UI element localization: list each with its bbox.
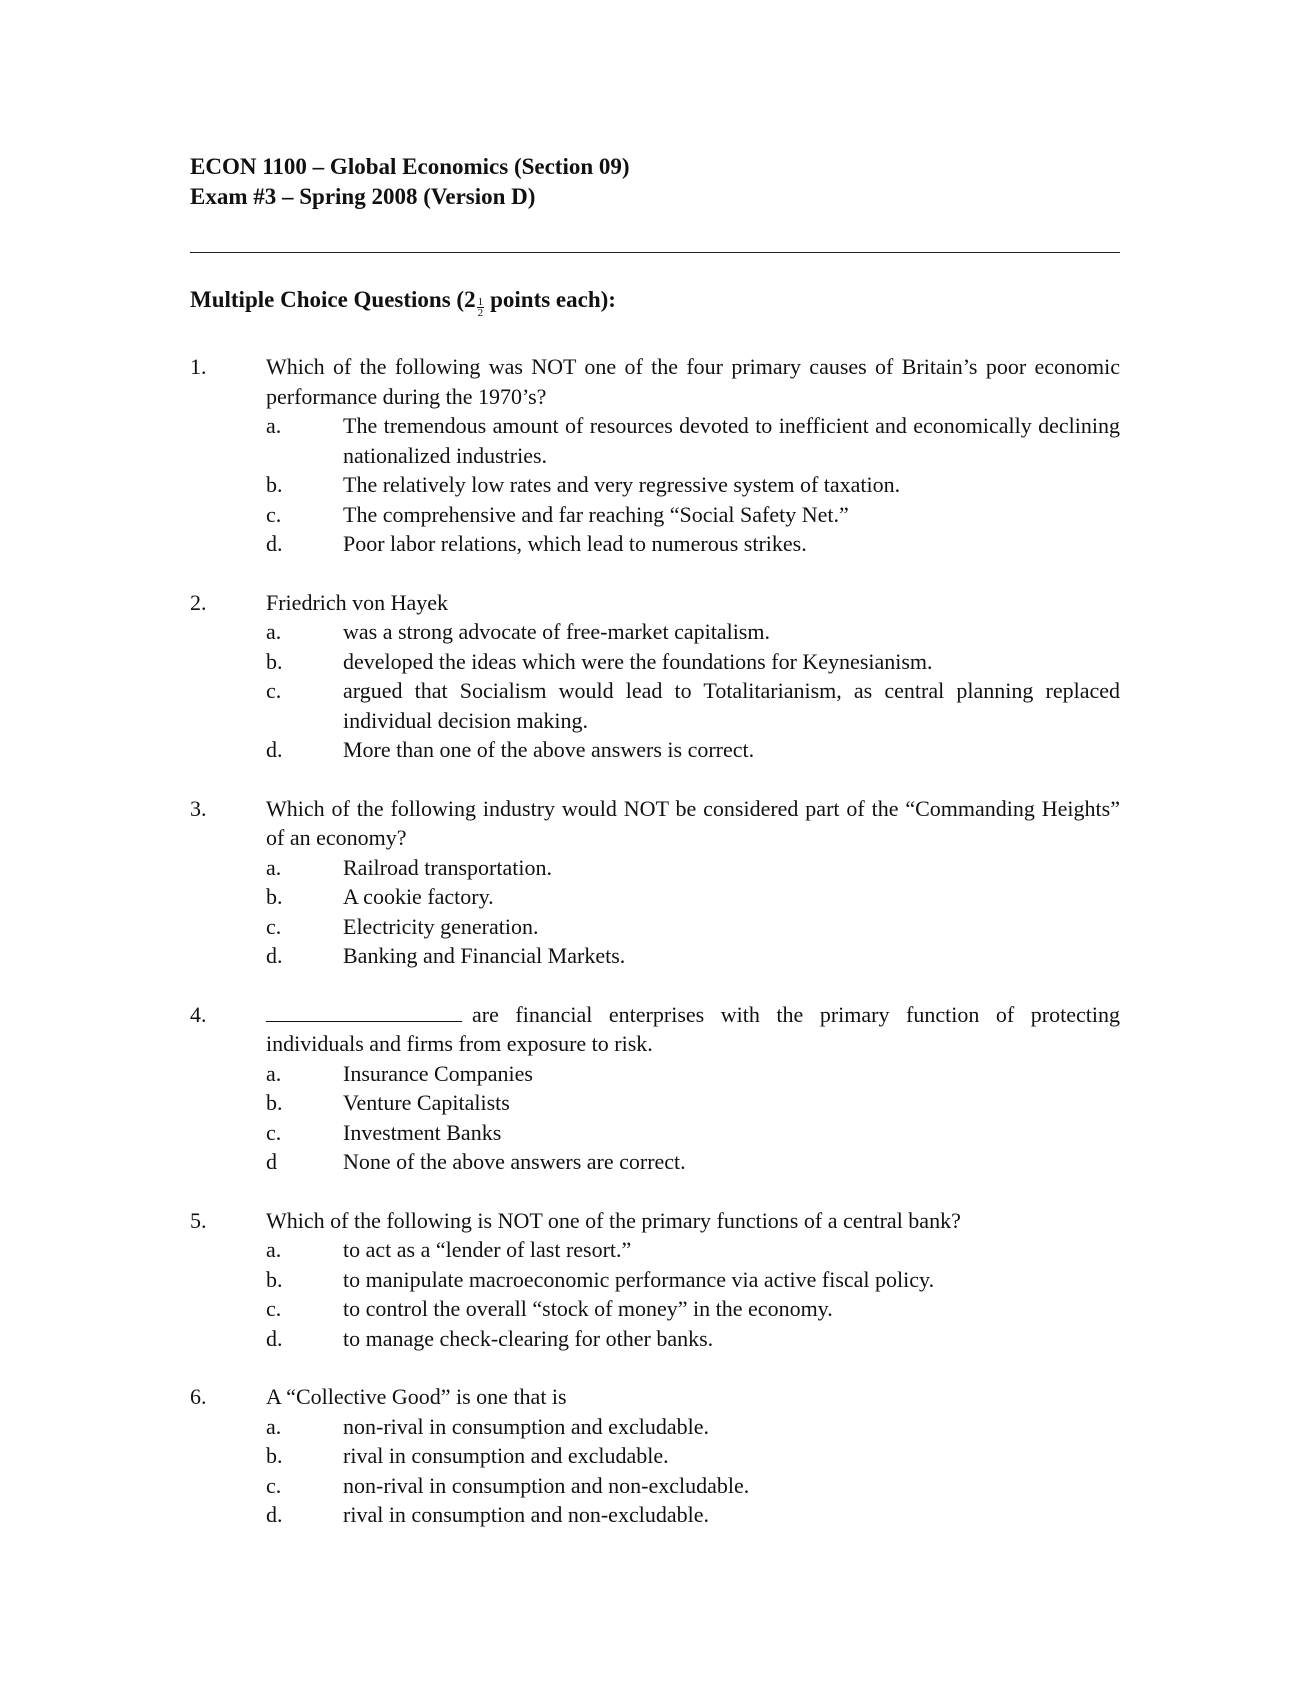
question-stem: are financial enterprises with the primary function of protecting individuals and firms from exposure to risk. — [266, 1001, 1120, 1056]
option-d — [266, 1500, 1120, 1530]
option-a — [266, 1412, 1120, 1442]
option-a — [266, 1059, 1120, 1089]
option-letter: c. — [266, 678, 282, 703]
option-letter: b. — [266, 648, 283, 674]
question-stem: Which of the following is NOT one of the primary functions of a central bank? — [266, 1207, 961, 1233]
question-1 — [190, 352, 1120, 559]
option-text: The tremendous amount of resources devoted to inefficient and economically declining nationalized industries. — [343, 413, 1120, 468]
option-letter: b. — [266, 884, 283, 909]
question-3 — [190, 794, 1120, 971]
option-d — [266, 941, 1120, 971]
option-a — [266, 617, 1120, 647]
option-text: was a strong advocate of free-market capitalism. — [343, 619, 770, 644]
option-letter: c. — [266, 1119, 282, 1145]
fraction-numerator: 1 — [477, 296, 484, 308]
option-text: None of the above answers are correct. — [343, 1149, 686, 1174]
exam-title: Exam #3 – Spring 2008 (Version D) — [190, 184, 536, 209]
option-text: The comprehensive and far reaching “Social Safety Net.” — [343, 501, 849, 527]
option-a — [266, 411, 1120, 470]
option-letter: a. — [266, 619, 282, 644]
question-number: 5. — [190, 1207, 207, 1233]
question-number: 2. — [190, 589, 207, 615]
option-d — [266, 735, 1120, 765]
option-text: Insurance Companies — [343, 1060, 533, 1086]
option-b — [266, 1088, 1120, 1118]
option-letter: a. — [266, 1237, 282, 1262]
fraction-denominator: 2 — [477, 307, 484, 319]
option-b — [266, 1441, 1120, 1471]
option-c — [266, 1471, 1120, 1501]
option-letter: b. — [266, 1266, 283, 1292]
option-letter: a. — [266, 413, 282, 438]
question-stem: Which of the following industry would NOT be considered part of the “Commanding Heights” of an economy? — [266, 795, 1120, 850]
fill-in-blank — [266, 1003, 462, 1022]
half-fraction — [477, 297, 485, 318]
option-letter: c. — [266, 913, 282, 939]
option-letter: d. — [266, 531, 283, 556]
question-6 — [190, 1382, 1120, 1530]
option-text: to manipulate macroeconomic performance via active fiscal policy. — [343, 1266, 935, 1292]
option-text: rival in consumption and non-excludable. — [343, 1502, 709, 1527]
question-stem: A “Collective Good” is one that is — [266, 1384, 567, 1409]
option-d — [266, 1147, 1120, 1177]
option-text: to act as a “lender of last resort.” — [343, 1237, 632, 1262]
option-c — [266, 676, 1120, 735]
section-heading-prefix: Multiple Choice Questions (2 — [190, 287, 476, 312]
course-title: ECON 1100 – Global Economics (Section 09) — [190, 154, 630, 179]
option-letter: a. — [266, 1413, 282, 1439]
option-text: Electricity generation. — [343, 913, 539, 939]
option-text: Venture Capitalists — [343, 1090, 510, 1115]
question-4 — [190, 1000, 1120, 1177]
option-text: Investment Banks — [343, 1119, 502, 1145]
option-a — [266, 1235, 1120, 1265]
option-letter: d. — [266, 943, 283, 968]
option-d — [266, 529, 1120, 559]
option-letter: b. — [266, 472, 283, 497]
option-text: to manage check-clearing for other banks. — [343, 1325, 714, 1351]
option-letter: b. — [266, 1090, 283, 1115]
header-divider — [190, 252, 1120, 253]
option-c — [266, 500, 1120, 530]
question-number: 3. — [190, 795, 207, 821]
question-number: 4. — [190, 1001, 207, 1027]
option-c — [266, 1294, 1120, 1324]
option-text: non-rival in consumption and excludable. — [343, 1413, 709, 1439]
question-number: 1. — [190, 354, 207, 379]
option-text: More than one of the above answers is correct. — [343, 737, 755, 762]
question-5 — [190, 1206, 1120, 1354]
option-letter: a. — [266, 854, 282, 880]
option-letter: a. — [266, 1060, 282, 1086]
question-2 — [190, 588, 1120, 765]
question-stem-container — [266, 1000, 1120, 1059]
section-heading-suffix: points each): — [490, 287, 616, 312]
option-text: developed the ideas which were the foundations for Keynesianism. — [343, 648, 933, 674]
option-letter: d — [266, 1149, 277, 1174]
option-letter: c. — [266, 1296, 282, 1321]
option-text: Poor labor relations, which lead to numerous strikes. — [343, 531, 807, 556]
option-letter: c. — [266, 501, 282, 527]
option-letter: d. — [266, 1325, 283, 1351]
option-text: argued that Socialism would lead to Totalitarianism, as central planning replaced individual decision making. — [343, 678, 1120, 733]
option-text: Railroad transportation. — [343, 854, 552, 880]
option-text: to control the overall “stock of money” in the economy. — [343, 1296, 833, 1321]
option-b — [266, 882, 1120, 912]
option-letter: d. — [266, 737, 283, 762]
option-b — [266, 1265, 1120, 1295]
option-text: A cookie factory. — [343, 884, 494, 909]
option-c — [266, 1118, 1120, 1148]
question-stem: Friedrich von Hayek — [266, 589, 449, 615]
question-stem: Which of the following was NOT one of the four primary causes of Britain’s poor economic performance during the 1970’s? — [266, 354, 1120, 409]
exam-page — [190, 152, 1120, 1559]
section-heading — [190, 285, 1120, 320]
question-list — [190, 352, 1120, 1530]
option-text: non-rival in consumption and non-excludable. — [343, 1472, 750, 1498]
question-number: 6. — [190, 1384, 207, 1409]
option-letter: c. — [266, 1472, 282, 1498]
option-letter: b. — [266, 1443, 283, 1468]
option-text: The relatively low rates and very regressive system of taxation. — [343, 472, 901, 497]
option-a — [266, 853, 1120, 883]
option-b — [266, 470, 1120, 500]
option-letter: d. — [266, 1502, 283, 1527]
option-d — [266, 1324, 1120, 1354]
option-c — [266, 912, 1120, 942]
option-text: rival in consumption and excludable. — [343, 1443, 669, 1468]
option-text: Banking and Financial Markets. — [343, 943, 626, 968]
option-b — [266, 647, 1120, 677]
